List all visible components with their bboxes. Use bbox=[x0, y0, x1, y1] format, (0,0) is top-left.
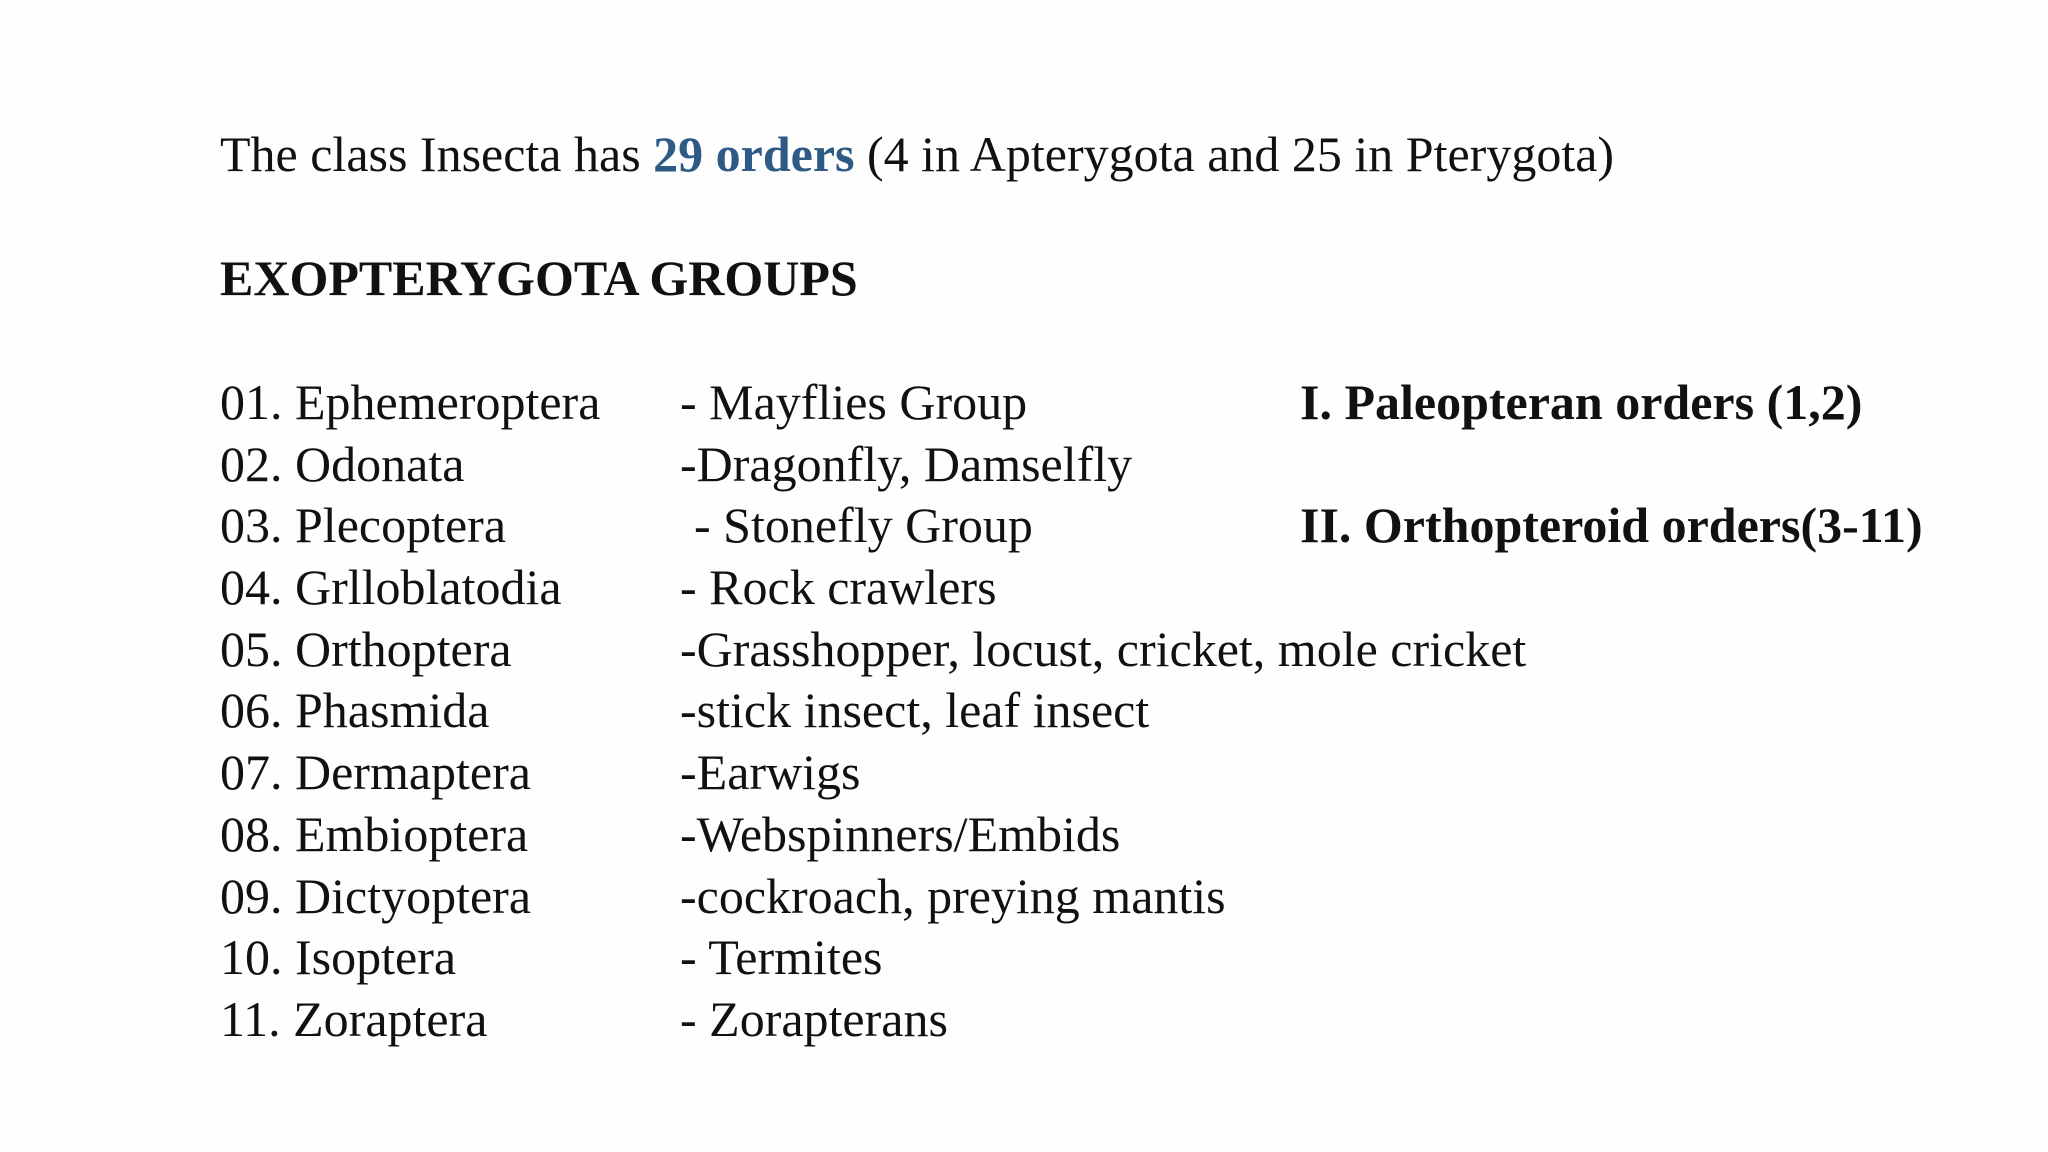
order-name: 10. Isoptera bbox=[220, 929, 457, 986]
order-name: 01. Ephemeroptera bbox=[220, 374, 601, 430]
order-name: 03. Plecoptera bbox=[220, 497, 507, 554]
orthopteroid-group-label: II. Orthopteroid orders(3-11) bbox=[1300, 497, 1923, 554]
paleopteran-group-label: I. Paleopteran orders (1,2) bbox=[1300, 374, 1863, 430]
order-common-name: -cockroach, preying mantis bbox=[680, 867, 1226, 924]
order-name: 04. Grlloblatodia bbox=[220, 559, 562, 616]
order-common-name: - Mayflies Group bbox=[680, 374, 1028, 430]
orders-count-highlight: 29 orders bbox=[653, 126, 855, 182]
order-common-name: -Dragonfly, Damselfly bbox=[680, 435, 1133, 492]
order-common-name: - Termites bbox=[680, 929, 883, 986]
section-heading: EXOPTERYGOTA GROUPS bbox=[220, 250, 858, 306]
order-common-name: -Webspinners/Embids bbox=[680, 805, 1121, 862]
order-name: 06. Phasmida bbox=[220, 682, 490, 739]
order-common-name: -Grasshopper, locust, cricket, mole cricket bbox=[680, 620, 1527, 677]
order-name: 02. Odonata bbox=[220, 435, 465, 492]
order-common-name: - Rock crawlers bbox=[680, 559, 997, 616]
order-name: 05. Orthoptera bbox=[220, 620, 512, 677]
order-common-name: - Zorapterans bbox=[680, 990, 948, 1047]
intro-sentence bbox=[220, 124, 1614, 184]
order-name: 08. Embioptera bbox=[220, 805, 529, 862]
order-common-name: -stick insect, leaf insect bbox=[680, 682, 1150, 739]
order-name: 11. Zoraptera bbox=[220, 990, 488, 1047]
order-common-name: -Earwigs bbox=[680, 744, 861, 801]
order-common-name: - Stonefly Group bbox=[694, 497, 1033, 554]
order-name: 07. Dermaptera bbox=[220, 744, 531, 801]
order-name: 09. Dictyoptera bbox=[220, 867, 532, 924]
intro-text-after: (4 in Apterygota and 25 in Pterygota) bbox=[854, 126, 1615, 182]
intro-text-before: The class Insecta has bbox=[220, 126, 654, 182]
